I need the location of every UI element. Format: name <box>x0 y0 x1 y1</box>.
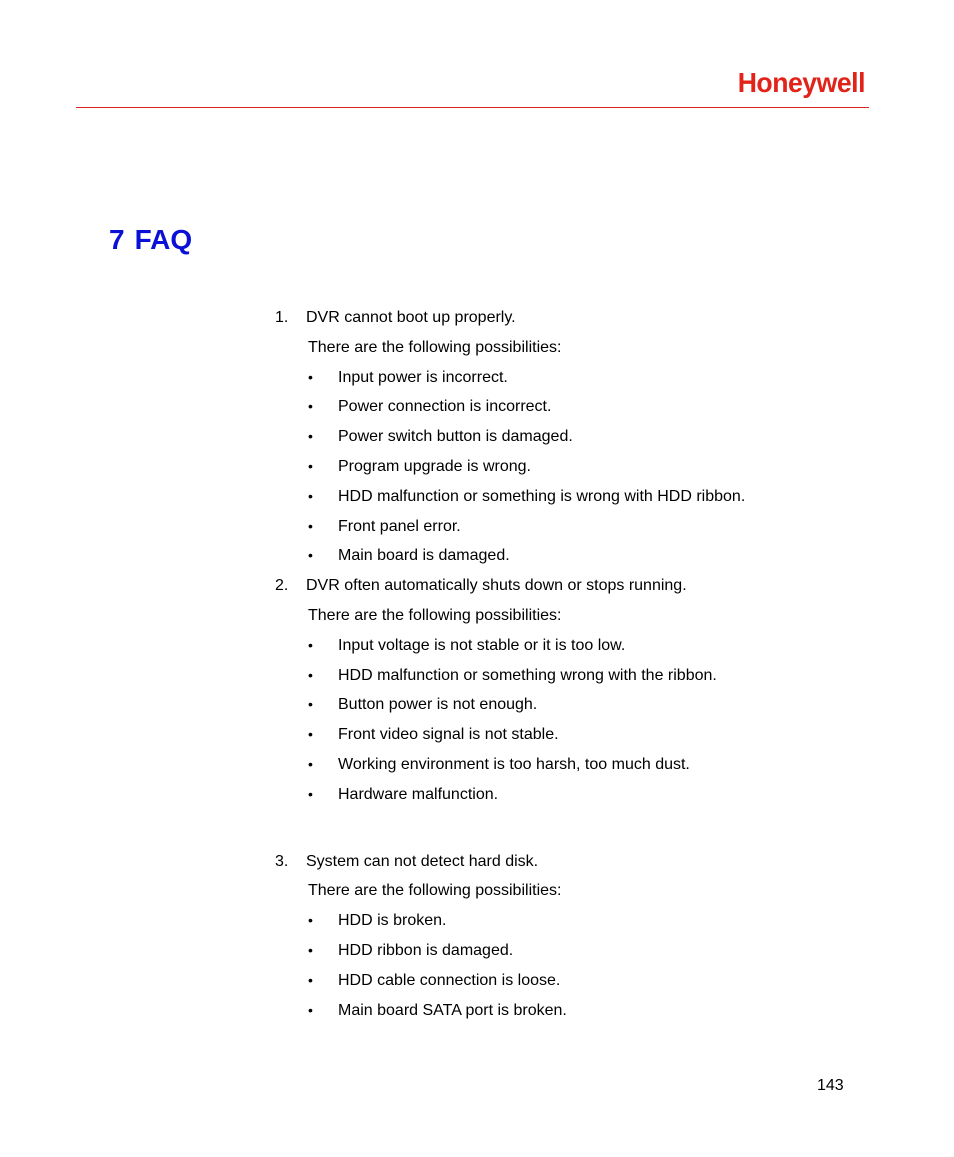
faq-list <box>275 303 835 1025</box>
possibility-text: Main board SATA port is broken. <box>338 1001 567 1019</box>
faq-question <box>275 571 835 601</box>
faq-entry <box>275 847 835 1026</box>
bullet-icon: • <box>308 726 313 743</box>
possibility-item <box>275 936 835 966</box>
bullet-icon: • <box>308 785 313 802</box>
bullet-icon: • <box>308 636 313 653</box>
possibilities-intro: There are the following possibilities: <box>308 338 562 356</box>
possibility-text: Front video signal is not stable. <box>338 726 559 744</box>
bullet-icon: • <box>308 755 313 772</box>
possibility-item <box>275 363 835 393</box>
bullet-icon: • <box>308 547 313 564</box>
possibility-item <box>275 392 835 422</box>
possibility-item <box>275 690 835 720</box>
possibility-text: Input power is incorrect. <box>338 368 508 386</box>
bullet-icon: • <box>308 941 313 958</box>
possibilities-intro: There are the following possibilities: <box>308 606 562 624</box>
possibility-item <box>275 631 835 661</box>
faq-question <box>275 847 835 877</box>
possibility-text: Main board is damaged. <box>338 547 510 565</box>
bullet-icon: • <box>308 487 313 504</box>
possibility-text: Power switch button is damaged. <box>338 428 573 446</box>
possibility-item <box>275 482 835 512</box>
possibilities-intro: There are the following possibilities: <box>308 882 562 900</box>
bullet-icon: • <box>308 368 313 385</box>
bullet-icon: • <box>308 912 313 929</box>
question-text: DVR often automatically shuts down or stops running. <box>306 577 687 595</box>
faq-entry <box>275 303 835 571</box>
faq-entry <box>275 571 835 809</box>
possibility-text: Program upgrade is wrong. <box>338 457 531 475</box>
possibility-text: Power connection is incorrect. <box>338 398 552 416</box>
bullet-icon: • <box>308 398 313 415</box>
possibility-item <box>275 966 835 996</box>
question-text: DVR cannot boot up properly. <box>306 309 516 326</box>
faq-question <box>275 303 835 333</box>
question-number: 3. <box>275 852 289 870</box>
possibility-item <box>275 996 835 1026</box>
section-spacer <box>275 810 835 847</box>
bullet-icon: • <box>308 457 313 474</box>
possibility-text: HDD ribbon is damaged. <box>338 941 514 959</box>
possibility-item <box>275 422 835 452</box>
possibility-item <box>275 780 835 810</box>
bullet-icon: • <box>308 666 313 683</box>
bullet-icon: • <box>308 971 313 988</box>
honeywell-logo: Honeywell <box>737 67 865 98</box>
bullet-icon: • <box>308 428 313 445</box>
bullet-icon: • <box>308 696 313 713</box>
possibility-item <box>275 452 835 482</box>
chapter-title-text: FAQ <box>134 224 193 255</box>
bullet-icon: • <box>308 1001 313 1018</box>
possibility-item <box>275 661 835 691</box>
question-number: 1. <box>275 309 289 326</box>
chapter-number: 7 <box>109 224 125 255</box>
possibility-text: Front panel error. <box>338 517 461 535</box>
possibility-text: Working environment is too harsh, too much dust. <box>338 755 690 773</box>
possibility-text: HDD malfunction or something wrong with the ribbon. <box>338 666 717 684</box>
possibility-text: Hardware malfunction. <box>338 785 499 803</box>
possibility-text: Input voltage is not stable or it is too low. <box>338 636 626 654</box>
header-rule <box>76 107 869 108</box>
possibility-text: HDD malfunction or something is wrong with HDD ribbon. <box>338 487 746 505</box>
possibility-text: HDD is broken. <box>338 912 447 930</box>
page-number: 143 <box>817 1077 844 1094</box>
possibility-item <box>275 720 835 750</box>
chapter-title <box>109 222 192 258</box>
possibility-item <box>275 906 835 936</box>
possibility-text: HDD cable connection is loose. <box>338 971 561 989</box>
possibility-item <box>275 512 835 542</box>
possibility-item <box>275 541 835 571</box>
possibility-text: Button power is not enough. <box>338 696 538 714</box>
question-number: 2. <box>275 577 289 595</box>
question-text: System can not detect hard disk. <box>306 852 539 870</box>
bullet-icon: • <box>308 517 313 534</box>
possibility-item <box>275 750 835 780</box>
